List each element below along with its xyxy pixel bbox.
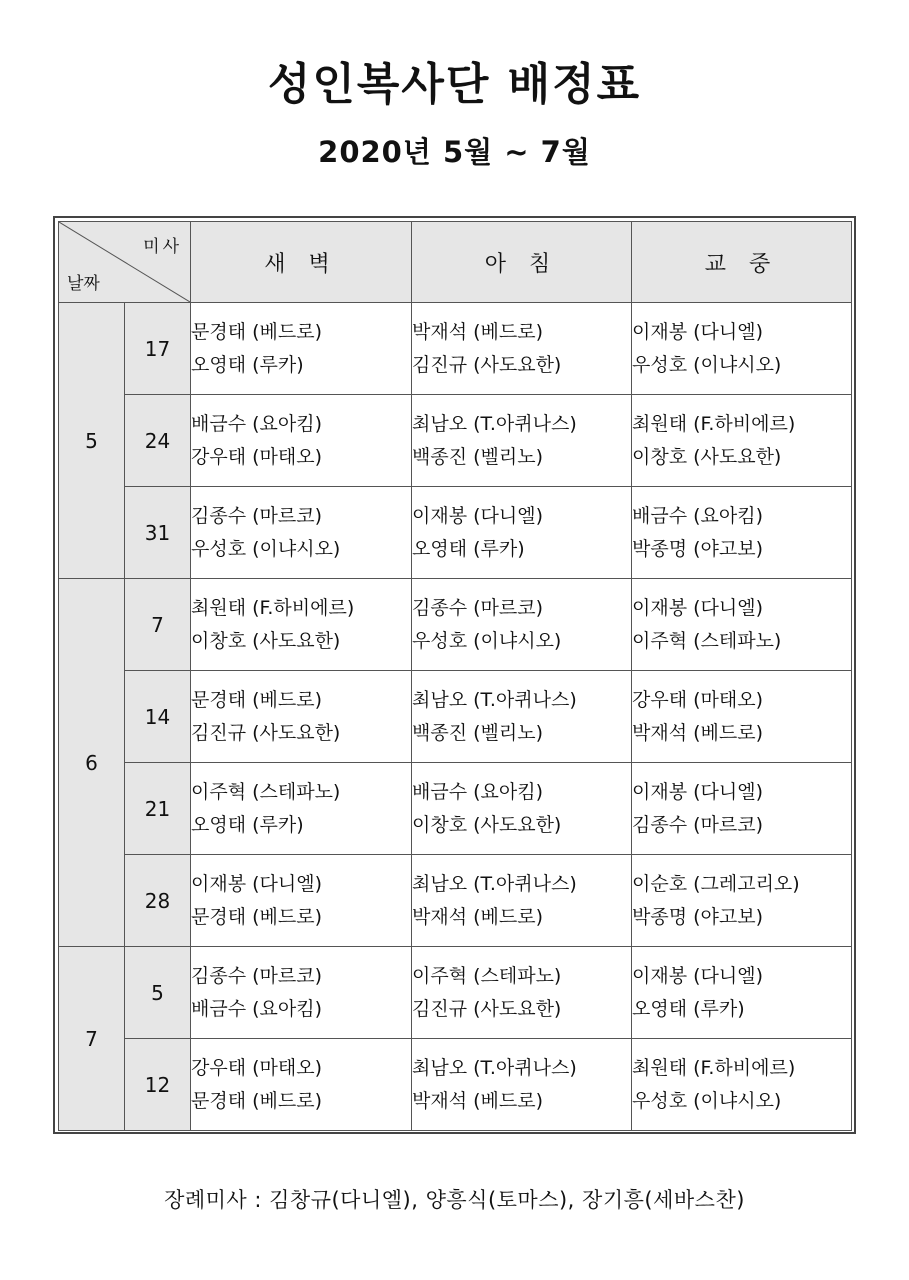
table-row — [59, 671, 852, 763]
server-name: 김진규 (사도요한) — [412, 997, 562, 1020]
server-name: 우성호 (이냐시오) — [412, 629, 562, 652]
header-row — [59, 222, 852, 303]
server-name: 배금수 (요아킴) — [191, 997, 322, 1020]
date-label: 날짜 — [67, 274, 100, 294]
server-name: 이재봉 (다니엘) — [632, 780, 763, 803]
server-name: 문경태 (베드로) — [191, 320, 322, 343]
day-cell: 24 — [125, 395, 191, 487]
day-cell: 7 — [125, 579, 191, 671]
server-name: 박종명 (야고보) — [632, 537, 763, 560]
table-row — [59, 303, 852, 395]
server-name: 이재봉 (다니엘) — [632, 964, 763, 987]
assignment-cell-morning — [412, 487, 632, 579]
server-name: 이재봉 (다니엘) — [191, 872, 322, 895]
assignment-cell-noon — [632, 487, 852, 579]
table-row — [59, 1039, 852, 1131]
day-cell: 12 — [125, 1039, 191, 1131]
column-header-noon: 교 중 — [632, 222, 852, 303]
table-row — [59, 947, 852, 1039]
day-cell: 31 — [125, 487, 191, 579]
server-name: 우성호 (이냐시오) — [191, 537, 341, 560]
server-name: 최남오 (T.아퀴나스) — [412, 412, 577, 435]
assignment-cell-dawn — [191, 303, 412, 395]
server-name: 이주혁 (스테파노) — [412, 964, 562, 987]
assignment-cell-noon — [632, 671, 852, 763]
server-name: 김종수 (마르코) — [191, 504, 322, 527]
server-name: 이창호 (사도요한) — [632, 445, 782, 468]
table-row — [59, 763, 852, 855]
server-name: 배금수 (요아킴) — [632, 504, 763, 527]
assignment-cell-dawn — [191, 947, 412, 1039]
server-name: 김종수 (마르코) — [191, 964, 322, 987]
day-cell: 21 — [125, 763, 191, 855]
month-cell: 5 — [59, 303, 125, 579]
server-name: 최남오 (T.아퀴나스) — [412, 1056, 577, 1079]
server-name: 이창호 (사도요한) — [412, 813, 562, 836]
page-title: 성인복사단 배정표 — [267, 59, 642, 110]
month-cell: 6 — [59, 579, 125, 947]
server-name: 김진규 (사도요한) — [191, 721, 341, 744]
server-name: 강우태 (마태오) — [191, 1056, 322, 1079]
assignment-cell-morning — [412, 1039, 632, 1131]
day-cell: 17 — [125, 303, 191, 395]
assignment-cell-noon — [632, 303, 852, 395]
server-name: 이재봉 (다니엘) — [412, 504, 543, 527]
day-cell: 28 — [125, 855, 191, 947]
server-name: 우성호 (이냐시오) — [632, 1089, 782, 1112]
server-name: 박종명 (야고보) — [632, 905, 763, 928]
table-row — [59, 855, 852, 947]
month-cell: 7 — [59, 947, 125, 1131]
assignment-cell-noon — [632, 579, 852, 671]
day-cell: 14 — [125, 671, 191, 763]
table-row — [59, 395, 852, 487]
server-name: 최원태 (F.하비에르) — [632, 412, 796, 435]
server-name: 백종진 (벨리노) — [412, 721, 543, 744]
funeral-mass-note: 장례미사 : 김창규(다니엘), 양흥식(토마스), 장기흥(세바스찬) — [164, 1188, 745, 1212]
column-header-dawn: 새 벽 — [191, 222, 412, 303]
server-name: 문경태 (베드로) — [191, 688, 322, 711]
server-name: 김진규 (사도요한) — [412, 353, 562, 376]
server-name: 강우태 (마태오) — [632, 688, 763, 711]
server-name: 김종수 (마르코) — [632, 813, 763, 836]
assignment-cell-noon — [632, 395, 852, 487]
assignment-cell-morning — [412, 671, 632, 763]
mass-label: 미사 — [143, 237, 182, 257]
assignment-cell-morning — [412, 303, 632, 395]
column-header-morning: 아 침 — [412, 222, 632, 303]
server-name: 문경태 (베드로) — [191, 1089, 322, 1112]
server-name: 최남오 (T.아퀴나스) — [412, 688, 577, 711]
assignment-cell-morning — [412, 579, 632, 671]
server-name: 오영태 (루카) — [412, 537, 525, 560]
corner-header-cell — [59, 222, 191, 303]
table-row — [59, 579, 852, 671]
assignment-cell-noon — [632, 763, 852, 855]
day-cell: 5 — [125, 947, 191, 1039]
server-name: 우성호 (이냐시오) — [632, 353, 782, 376]
server-name: 문경태 (베드로) — [191, 905, 322, 928]
assignment-cell-dawn — [191, 763, 412, 855]
server-name: 이재봉 (다니엘) — [632, 320, 763, 343]
server-name: 배금수 (요아킴) — [191, 412, 322, 435]
server-name: 이창호 (사도요한) — [191, 629, 341, 652]
server-name: 박재석 (베드로) — [412, 320, 543, 343]
assignment-cell-morning — [412, 947, 632, 1039]
server-name: 이재봉 (다니엘) — [632, 596, 763, 619]
server-name: 백종진 (벨리노) — [412, 445, 543, 468]
assignment-cell-dawn — [191, 395, 412, 487]
server-name: 박재석 (베드로) — [412, 905, 543, 928]
page-subtitle: 2020년 5월 ~ 7월 — [318, 135, 591, 169]
server-name: 박재석 (베드로) — [632, 721, 763, 744]
assignment-cell-morning — [412, 763, 632, 855]
server-name: 박재석 (베드로) — [412, 1089, 543, 1112]
assignment-cell-morning — [412, 855, 632, 947]
assignment-cell-morning — [412, 395, 632, 487]
server-name: 최원태 (F.하비에르) — [632, 1056, 796, 1079]
assignment-cell-dawn — [191, 1039, 412, 1131]
assignment-cell-dawn — [191, 579, 412, 671]
assignment-cell-noon — [632, 1039, 852, 1131]
assignment-cell-noon — [632, 855, 852, 947]
server-name: 이순호 (그레고리오) — [632, 872, 800, 895]
server-name: 김종수 (마르코) — [412, 596, 543, 619]
assignment-cell-dawn — [191, 671, 412, 763]
assignment-cell-noon — [632, 947, 852, 1039]
server-name: 오영태 (루카) — [632, 997, 745, 1020]
server-name: 최남오 (T.아퀴나스) — [412, 872, 577, 895]
server-name: 최원태 (F.하비에르) — [191, 596, 355, 619]
server-name: 오영태 (루카) — [191, 353, 304, 376]
roster-frame — [53, 216, 856, 1134]
server-name: 이주혁 (스테파노) — [191, 780, 341, 803]
server-name: 배금수 (요아킴) — [412, 780, 543, 803]
server-name: 오영태 (루카) — [191, 813, 304, 836]
server-name: 강우태 (마태오) — [191, 445, 322, 468]
roster-table — [58, 221, 852, 1131]
roster-body — [59, 303, 852, 1131]
assignment-cell-dawn — [191, 855, 412, 947]
assignment-cell-dawn — [191, 487, 412, 579]
server-name: 이주혁 (스테파노) — [632, 629, 782, 652]
table-row — [59, 487, 852, 579]
